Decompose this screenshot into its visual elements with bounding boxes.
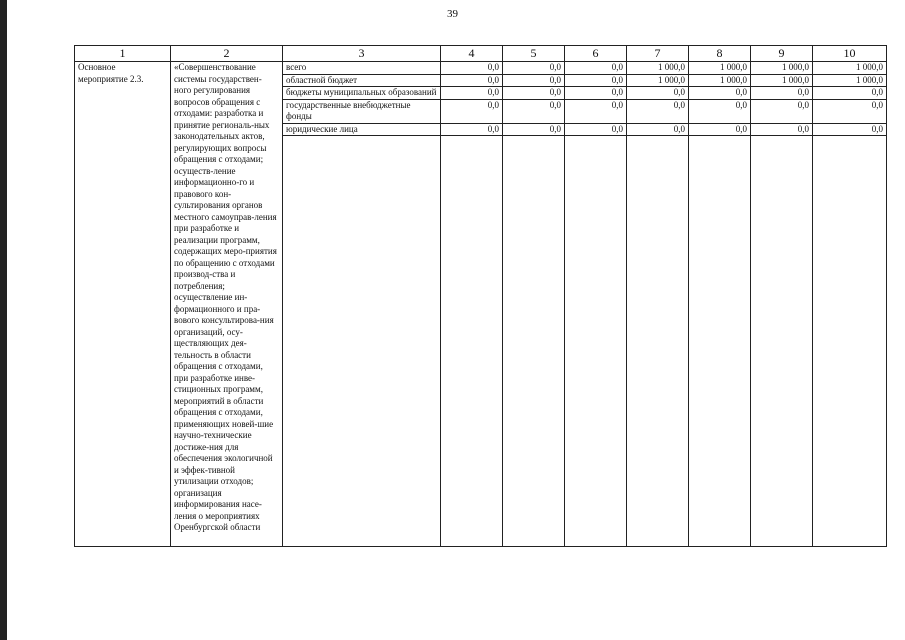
value-cell: 0,0 xyxy=(627,87,689,100)
table-row xyxy=(75,62,887,75)
empty-cell xyxy=(627,136,689,547)
value-cell: 0,0 xyxy=(751,123,813,136)
value-cell: 0,0 xyxy=(441,62,503,75)
value-cell: 0,0 xyxy=(441,74,503,87)
value-cell: 0,0 xyxy=(503,99,565,123)
funding-source: государственные внебюджетные фонды xyxy=(283,99,441,123)
col-header: 7 xyxy=(627,46,689,62)
funding-source: областной бюджет xyxy=(283,74,441,87)
funding-source: юридические лица xyxy=(283,123,441,136)
value-cell: 1 000,0 xyxy=(689,74,751,87)
column-number-row xyxy=(75,46,887,62)
value-cell: 0,0 xyxy=(627,99,689,123)
empty-cell xyxy=(813,136,887,547)
col-header: 5 xyxy=(503,46,565,62)
value-cell: 1 000,0 xyxy=(627,62,689,75)
empty-cell xyxy=(283,136,441,547)
empty-cell xyxy=(565,136,627,547)
value-cell: 1 000,0 xyxy=(627,74,689,87)
col-header: 9 xyxy=(751,46,813,62)
funding-source: всего xyxy=(283,62,441,75)
funding-source: бюджеты муниципальных образований xyxy=(283,87,441,100)
value-cell: 0,0 xyxy=(751,87,813,100)
value-cell: 0,0 xyxy=(503,123,565,136)
value-cell: 0,0 xyxy=(441,99,503,123)
value-cell: 1 000,0 xyxy=(751,62,813,75)
col-header: 3 xyxy=(283,46,441,62)
value-cell: 0,0 xyxy=(441,87,503,100)
col-header: 10 xyxy=(813,46,887,62)
funding-table xyxy=(74,45,887,547)
value-cell: 0,0 xyxy=(503,62,565,75)
empty-cell xyxy=(751,136,813,547)
col-header: 1 xyxy=(75,46,171,62)
col-header: 8 xyxy=(689,46,751,62)
value-cell: 0,0 xyxy=(565,99,627,123)
value-cell: 1 000,0 xyxy=(751,74,813,87)
value-cell: 0,0 xyxy=(565,123,627,136)
col-header: 6 xyxy=(565,46,627,62)
value-cell: 0,0 xyxy=(813,87,887,100)
value-cell: 0,0 xyxy=(565,87,627,100)
value-cell: 0,0 xyxy=(441,123,503,136)
page-number: 39 xyxy=(447,8,458,20)
value-cell: 0,0 xyxy=(751,99,813,123)
value-cell: 0,0 xyxy=(813,99,887,123)
activity-name: Основное мероприятие 2.3. xyxy=(75,62,171,547)
col-header: 4 xyxy=(441,46,503,62)
value-cell: 0,0 xyxy=(503,74,565,87)
value-cell: 0,0 xyxy=(689,87,751,100)
value-cell: 0,0 xyxy=(689,123,751,136)
value-cell: 0,0 xyxy=(813,123,887,136)
value-cell: 1 000,0 xyxy=(689,62,751,75)
scan-edge-bar xyxy=(0,0,7,640)
value-cell: 0,0 xyxy=(565,62,627,75)
value-cell: 1 000,0 xyxy=(813,62,887,75)
value-cell: 0,0 xyxy=(627,123,689,136)
col-header: 2 xyxy=(171,46,283,62)
activity-description: «Совершенствование системы государствен-ного регулирования вопросов обращения с отходами: разработка и принятие региональ-ных законодательных актов, регулирующих вопросы обращения с отходами; осуществ-ление информационно-го и правового кон-сультирования органов местного самоуправ-ления при разработке и реализации программ, содержащих меро-приятия по обращению с отходами производ-ства и потребления; осуществление ин-формационного и пра-вового консультирова-ния организаций, осу-ществляющих дея-тельность в области обращения с отходами, при разработке инве-стиционных программ, мероприятий в области обращения с отходами, применяющих новей-шие научно-технические достиже-ния для обеспечения экологичной и эффек-тивной утилизации отходов; организация информирования насе-ления о мероприятиях Оренбургской области xyxy=(171,62,283,547)
value-cell: 0,0 xyxy=(565,74,627,87)
empty-cell xyxy=(441,136,503,547)
value-cell: 0,0 xyxy=(503,87,565,100)
empty-cell xyxy=(503,136,565,547)
empty-cell xyxy=(689,136,751,547)
value-cell: 0,0 xyxy=(689,99,751,123)
value-cell: 1 000,0 xyxy=(813,74,887,87)
